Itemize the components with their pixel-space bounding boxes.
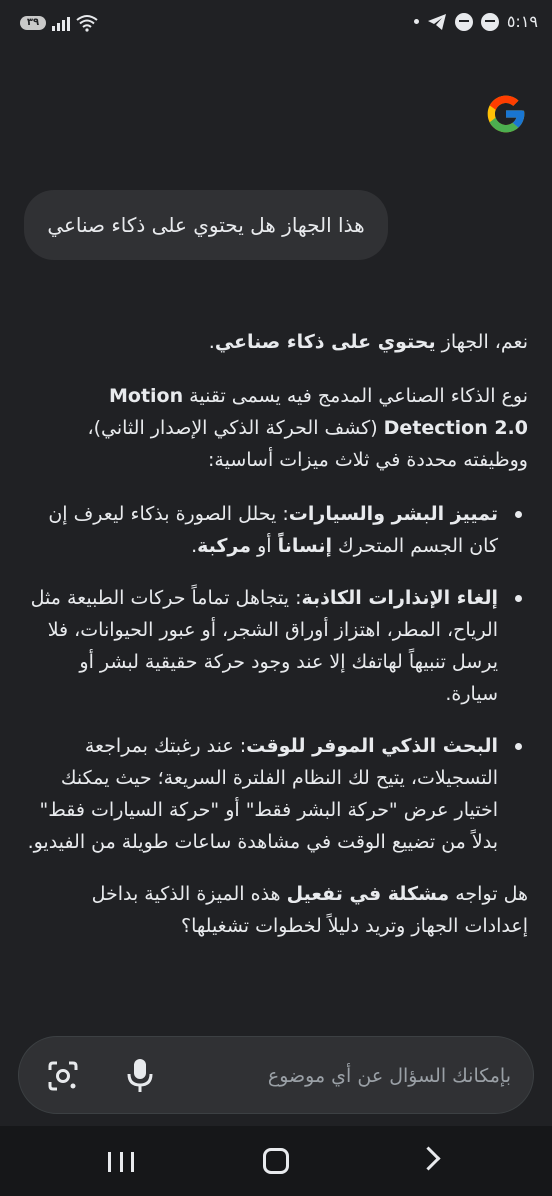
feature-text: أو — [251, 535, 278, 557]
feature-text: : يتجاهل تماماً حركات الطبيعة مثل الرياح، المطر، اهتزاز أوراق الشجر، أو عبور الحيوانات، فلا يرسل تنبيهاً لهاتفك إلا عند وجود حركة حقيقية لبشر أو سيارة. — [30, 587, 498, 705]
answer-p1-end: . — [208, 331, 215, 353]
answer-p3-bold: مشكلة في تفعيل — [286, 883, 450, 905]
feature-title: تمييز البشر والسيارات — [288, 503, 498, 525]
ask-input-bar[interactable] — [18, 1036, 534, 1114]
answer-p3-end: هذه الميزة الذكية بداخل إعدادات الجهاز وتريد دليلاً لخطوات تشغيلها؟ — [91, 883, 528, 937]
clock-time: ٥:١٩ — [506, 12, 538, 31]
telegram-icon — [427, 13, 447, 31]
home-button[interactable] — [263, 1148, 289, 1174]
assistant-response — [26, 326, 528, 964]
notification-dot — [414, 19, 419, 24]
status-bar — [0, 0, 552, 50]
feature-bold: إنساناً — [277, 535, 332, 557]
answer-p1-text: نعم، الجهاز — [435, 331, 528, 353]
microphone-icon[interactable] — [123, 1057, 157, 1095]
battery-indicator: ٣٩ — [20, 16, 46, 30]
signal-icon — [52, 15, 70, 31]
google-g-icon — [484, 92, 528, 136]
answer-paragraph-2 — [26, 380, 528, 476]
feature-bold: مركبة — [197, 535, 252, 557]
feature-title: إلغاء الإنذارات الكاذبة — [301, 587, 498, 609]
feature-text: : عند رغبتك بمراجعة التسجيلات، يتيح لك النظام الفلترة السريعة؛ حيث يمكنك اختيار عرض "حركة البشر فقط" أو "حركة السيارات فقط" بدلاً من تضييع الوقت في مشاهدة ساعات طويلة من الفيديو. — [27, 735, 498, 853]
status-right — [414, 12, 538, 31]
feature-text: : يحلل الصورة بذكاء ليعرف إن كان الجسم المتحرك — [48, 503, 498, 557]
answer-p2-end: (كشف الحركة الذكي الإصدار الثاني)، ووظيفته محددة في ثلاث ميزات أساسية: — [87, 417, 528, 471]
system-navigation-bar — [0, 1126, 552, 1196]
answer-p2-text: نوع الذكاء الصناعي المدمج فيه يسمى تقنية — [183, 385, 528, 407]
answer-paragraph-1 — [26, 326, 528, 358]
recent-apps-button[interactable] — [108, 1152, 134, 1172]
bullet-dot — [515, 511, 522, 518]
bullet-dot — [515, 595, 522, 602]
answer-p2-bold: Motion Detection 2.0 — [109, 385, 528, 439]
answer-p3-text: هل تواجه — [449, 883, 528, 905]
messenger-icon-2 — [481, 13, 499, 31]
user-message-bubble: هذا الجهاز هل يحتوي على ذكاء صناعي — [24, 190, 388, 260]
feature-list — [26, 498, 528, 858]
feature-title: البحث الذكي الموفر للوقت — [246, 735, 498, 757]
list-item — [26, 730, 528, 858]
list-item — [26, 582, 528, 710]
bullet-dot — [515, 743, 522, 750]
wifi-icon — [76, 14, 98, 32]
ask-input-placeholder[interactable]: بإمكانك السؤال عن أي موضوع — [267, 1065, 511, 1087]
list-item — [26, 498, 528, 562]
answer-p1-bold: يحتوي على ذكاء صناعي — [214, 331, 436, 353]
messenger-icon — [455, 13, 473, 31]
camera-lens-icon[interactable] — [47, 1060, 79, 1092]
feature-text: . — [191, 535, 198, 557]
answer-paragraph-3 — [26, 878, 528, 942]
back-button[interactable] — [416, 1146, 440, 1170]
status-left — [20, 14, 98, 32]
